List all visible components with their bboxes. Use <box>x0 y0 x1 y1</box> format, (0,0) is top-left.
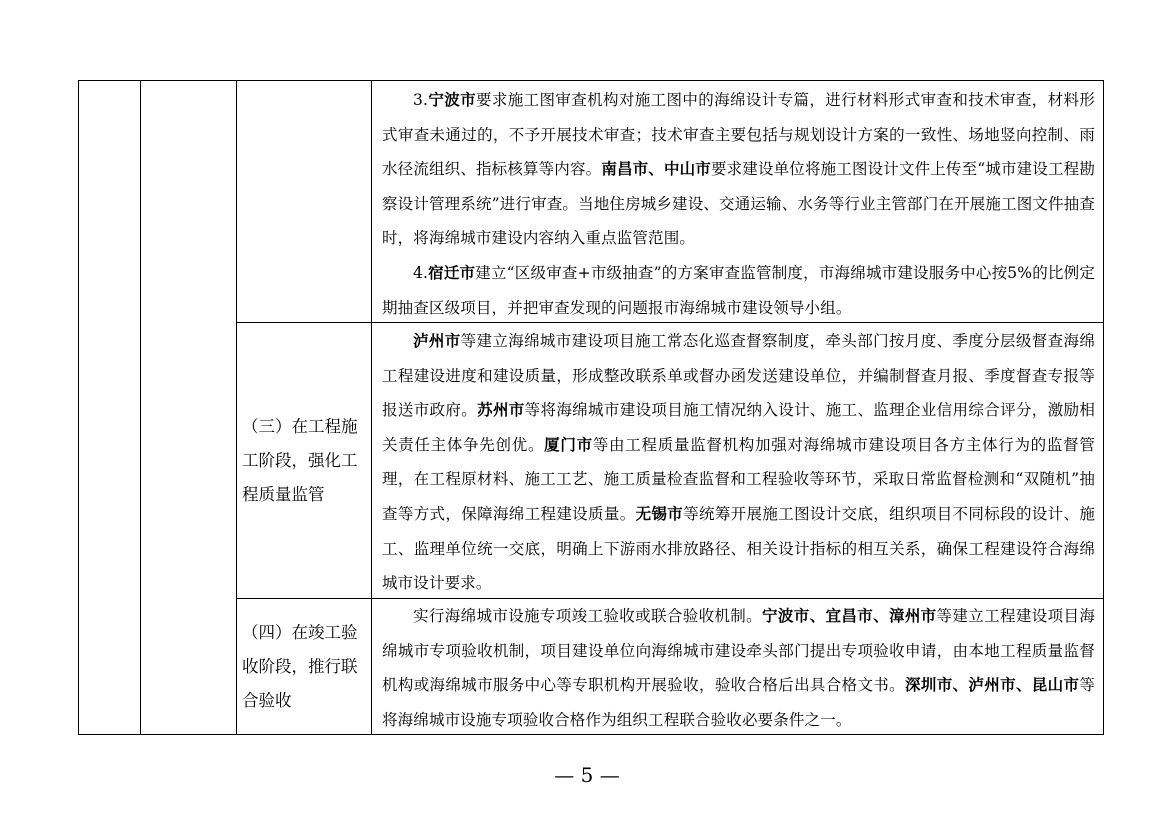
text-run: 4. <box>413 263 429 282</box>
paragraph <box>382 599 1095 734</box>
text-run: 等将海绵城市设施专项验收合格作为组织工程联合验收必要条件之一。 <box>382 676 1096 729</box>
content-text <box>382 83 1095 322</box>
content-cell-2 <box>372 324 1103 598</box>
stage-cell-2 <box>236 323 371 598</box>
city-name: 宁波市、宜昌市、漳州市 <box>762 607 937 625</box>
text-run: 要求施工图审查机构对施工图中的海绵设计专篇，进行材料形式审查和技术审查，材料形式审查未通过的，不予开展技术审查；技术审查主要包括与规划设计方案的一致性、场地竖向控制、雨水径流组织、指标核算等内容。 <box>382 91 1096 179</box>
stage-label: （四）在竣工验收阶段，推行联合验收 <box>242 622 358 710</box>
city-name: 厦门市 <box>544 435 593 454</box>
text-run: 等由工程质量监督机构加强对海绵城市建设项目各方主体行为的监督管理，在工程原材料、施工工艺、施工质量检查监督和工程验收等环节，采取日常监督检测和“双随机”抽查等方式，保障海绵工程建设质量。 <box>382 435 1095 523</box>
city-name: 深圳市、泸州市、昆山市 <box>905 676 1080 695</box>
stage-cell-1 <box>236 81 371 322</box>
stage-label: （三）在工程施工阶段，强化工程质量监管 <box>242 416 358 504</box>
city-name: 宁波市 <box>428 91 476 109</box>
content-text <box>382 599 1095 734</box>
content-cell-1 <box>372 83 1103 322</box>
city-name: 泸州市 <box>413 332 461 350</box>
city-name: 宿迁市 <box>428 263 476 282</box>
text-run: 要求建设单位将施工图设计文件上传至“城市建设工程勘察设计管理系统”进行审查。当地住房城乡建设、交通运输、水务等行业主管部门在开展施工图文件抽查时，将海绵城市建设内容纳入重点监管范围。 <box>382 160 1095 248</box>
text-run: 等将海绵城市建设项目施工情况纳入设计、施工、监理企业信用综合评分，激励相关责任主体争先创优。 <box>382 401 1095 454</box>
text-run: 建立“区级审查+市级抽查”的方案审查监管制度，市海绵城市建设服务中心按5%的比例定期抽查区级项目，并把审查发现的问题报市海绵城市建设领导小组。 <box>382 263 1095 317</box>
text-run: 3. <box>413 91 429 109</box>
city-name: 南昌市、中山市 <box>601 160 711 179</box>
column-divider <box>140 81 141 734</box>
content-text <box>382 324 1095 598</box>
page-number: — 5 — <box>554 763 620 787</box>
paragraph <box>382 256 1095 322</box>
text-run: 实行海绵城市设施专项竣工验收或联合验收机制。 <box>413 607 763 625</box>
stage-cell-3 <box>236 599 371 734</box>
policy-table <box>78 80 1104 735</box>
content-cell-3 <box>372 599 1103 734</box>
city-name: 无锡市 <box>635 504 684 523</box>
text-run: 等建立海绵城市建设项目施工常态化巡查督察制度，牵头部门按月度、季度分层级督查海绵工程建设进度和建设质量，形成整改联系单或督办函发送建设单位，并编制督查月报、季度督查专报等报送市政府。 <box>382 332 1095 420</box>
paragraph <box>382 83 1095 256</box>
text-run: 等统筹开展施工图设计交底，组织项目不同标段的设计、施工、监理单位统一交底，明确上下游雨水排放路径、相关设计指标的相互关系，确保工程建设符合海绵城市设计要求。 <box>382 504 1095 593</box>
paragraph <box>382 324 1095 598</box>
city-name: 苏州市 <box>477 401 525 420</box>
text-run: 等建立工程建设项目海绵城市专项验收机制，项目建设单位向海绵城市建设牵头部门提出专项验收申请，由本地工程质量监督机构或海绵城市服务中心等专职机构开展验收，验收合格后出具合格文书。 <box>382 607 1095 695</box>
